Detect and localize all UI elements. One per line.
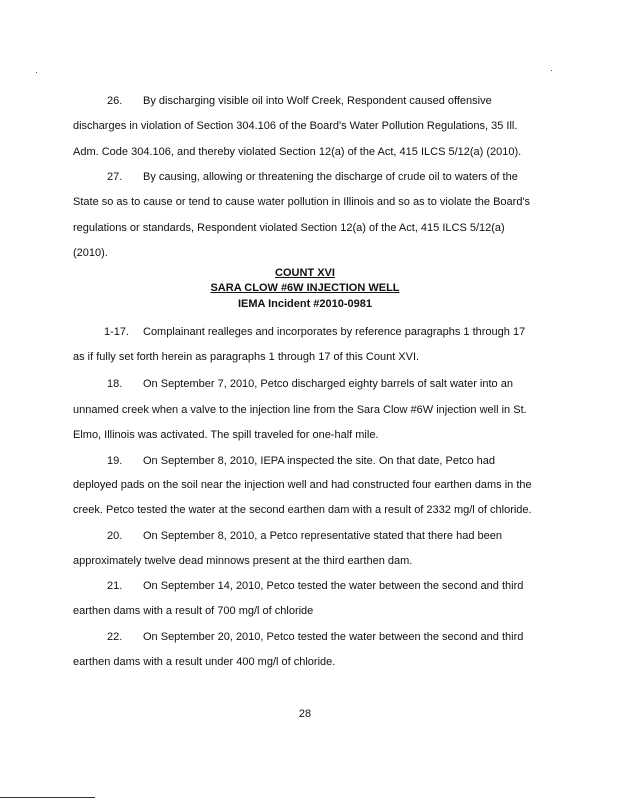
paragraph-line: regulations or standards, Respondent violated Section 12(a) of the Act, 415 ILCS 5/12(a) (73, 222, 505, 234)
scan-speck (551, 70, 552, 71)
paragraph-number: 1-17. (104, 326, 130, 338)
paragraph-number: 20. (107, 530, 123, 542)
paragraph-line: On September 8, 2010, a Petco representative stated that there had been (143, 530, 502, 542)
paragraph-line: (2010). (73, 247, 108, 259)
paragraph-line: creek. Petco tested the water at the second earthen dam with a result of 2332 mg/l of chloride. (73, 504, 532, 516)
paragraph-line: discharges in violation of Section 304.106 of the Board's Water Pollution Regulations, 35 Ill. (73, 120, 518, 132)
paragraph-number: 19. (107, 455, 123, 467)
paragraph-line: earthen dams with a result under 400 mg/l of chloride. (73, 656, 336, 668)
paragraph-number: 21. (107, 580, 123, 592)
paragraph-line: State so as to cause or tend to cause water pollution in Illinois and so as to violate the Board's (73, 196, 531, 208)
paragraph-line: unnamed creek when a valve to the injection line from the Sara Clow #6W injection well in St. (73, 404, 527, 416)
paragraph-line: By discharging visible oil into Wolf Creek, Respondent caused offensive (143, 95, 492, 107)
paragraph-line: On September 7, 2010, Petco discharged eighty barrels of salt water into an (143, 378, 513, 390)
incident-number: IEMA Incident #2010-0981 (237, 298, 373, 310)
paragraph-line: as if fully set forth herein as paragraphs 1 through 17 of this Count XVI. (73, 351, 420, 363)
paragraph-line: By causing, allowing or threatening the discharge of crude oil to waters of the (143, 171, 518, 183)
paragraph-line: Elmo, Illinois was activated. The spill traveled for one-half mile. (73, 429, 379, 441)
paragraph-line: Complainant realleges and incorporates by reference paragraphs 1 through 17 (143, 326, 526, 338)
page-edge-rule (0, 797, 95, 798)
paragraph-line: On September 8, 2010, IEPA inspected the site. On that date, Petco had (143, 455, 496, 467)
scan-speck (36, 72, 37, 73)
paragraph-number: 18. (107, 378, 123, 390)
paragraph-line: earthen dams with a result of 700 mg/l of chloride (73, 605, 314, 617)
paragraph-number: 27. (107, 171, 123, 183)
paragraph-line: On September 20, 2010, Petco tested the water between the second and third (143, 631, 524, 643)
paragraph-line: approximately twelve dead minnows present at the third earthen dam. (73, 555, 413, 567)
count-heading: COUNT XVI (275, 267, 335, 279)
paragraph-line: On September 14, 2010, Petco tested the water between the second and third (143, 580, 524, 592)
paragraph-number: 22. (107, 631, 123, 643)
paragraph-line: deployed pads on the soil near the injection well and had constructed four earthen dams in the (73, 479, 532, 491)
paragraph-line: Adm. Code 304.106, and thereby violated Section 12(a) of the Act, 415 ILCS 5/12(a) (2010). (73, 146, 522, 158)
paragraph-number: 26. (107, 95, 123, 107)
page-number: 28 (298, 708, 312, 720)
count-title: SARA CLOW #6W INJECTION WELL (210, 282, 400, 294)
